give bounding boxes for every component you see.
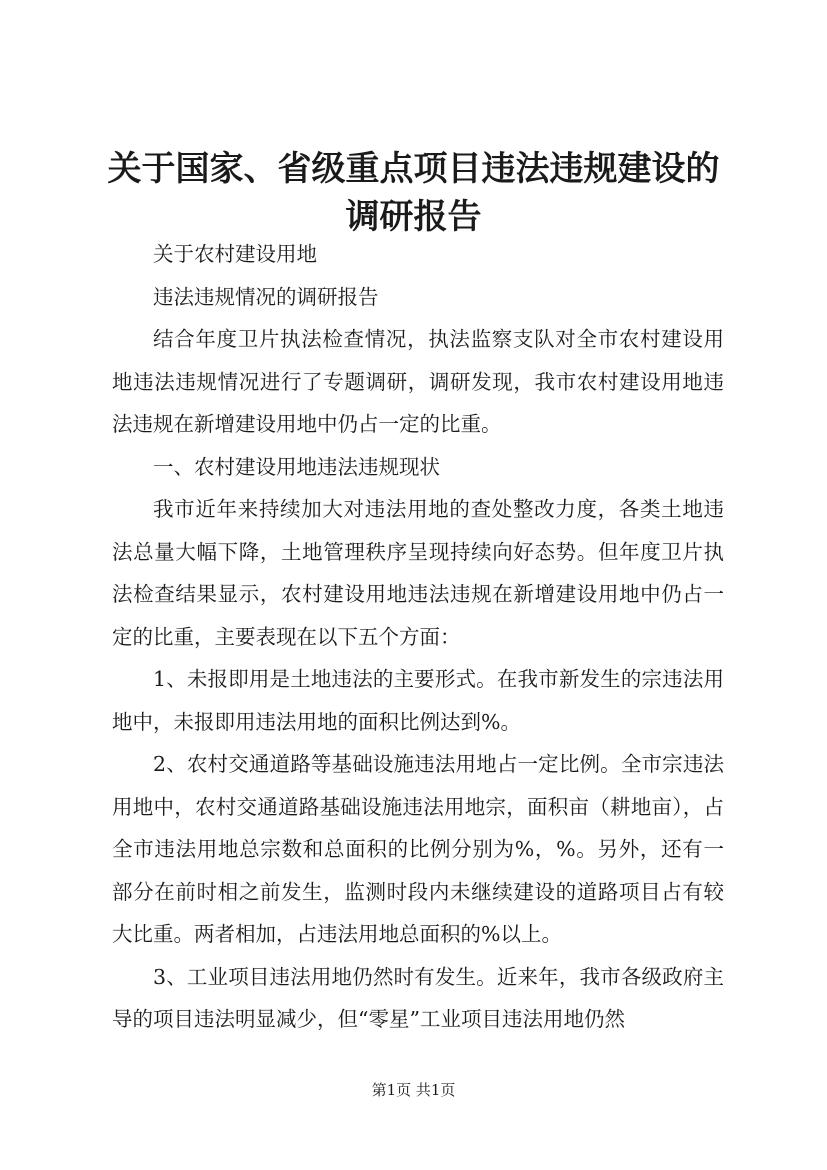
document-body: [112, 233, 724, 1041]
paragraph: 结合年度卫片执法检查情况，执法监察支队对全市农村建设用地违法违规情况进行了专题调研，调研发现，我市农村建设用地违法违规在新增建设用地中仍占一定的比重。: [112, 327, 724, 436]
section-heading: 一、农村建设用地违法违规现状: [153, 454, 440, 479]
paragraph: 违法违规情况的调研报告: [153, 284, 379, 309]
paragraph: 3、工业项目违法用地仍然时有发生。近来年，我市各级政府主导的项目违法明显减少，但“零星”工业项目违法用地仍然: [112, 964, 724, 1031]
paragraph: 关于农村建设用地: [153, 242, 317, 266]
paragraph: 1、未报即用是土地违法的主要形式。在我市新发生的宗违法用地中，未报即用违法用地的面积比例达到%。: [112, 667, 724, 734]
paragraph: 我市近年来持续加大对违法用地的查处整改力度，各类土地违法总量大幅下降，土地管理秩序呈现持续向好态势。但年度卫片执法检查结果显示，农村建设用地违法违规在新增建设用地中仍占一定的比重，主要表现在以下五个方面：: [112, 497, 724, 649]
paragraph: 2、农村交通道路等基础设施违法用地占一定比例。全市宗违法用地中，农村交通道路基础设施违法用地宗，面积亩（耕地亩），占全市违法用地总宗数和总面积的比例分别为%，%。另外，还有一部分在前时相之前发生，监测时段内未继续建设的道路项目占有较大比重。两者相加，占违法用地总面积的%以上。: [112, 752, 724, 946]
document-title: 关于国家、省级重点项目违法违规建设的调研报告: [107, 149, 720, 237]
page-footer: 第1页 共1页: [371, 1081, 456, 1099]
